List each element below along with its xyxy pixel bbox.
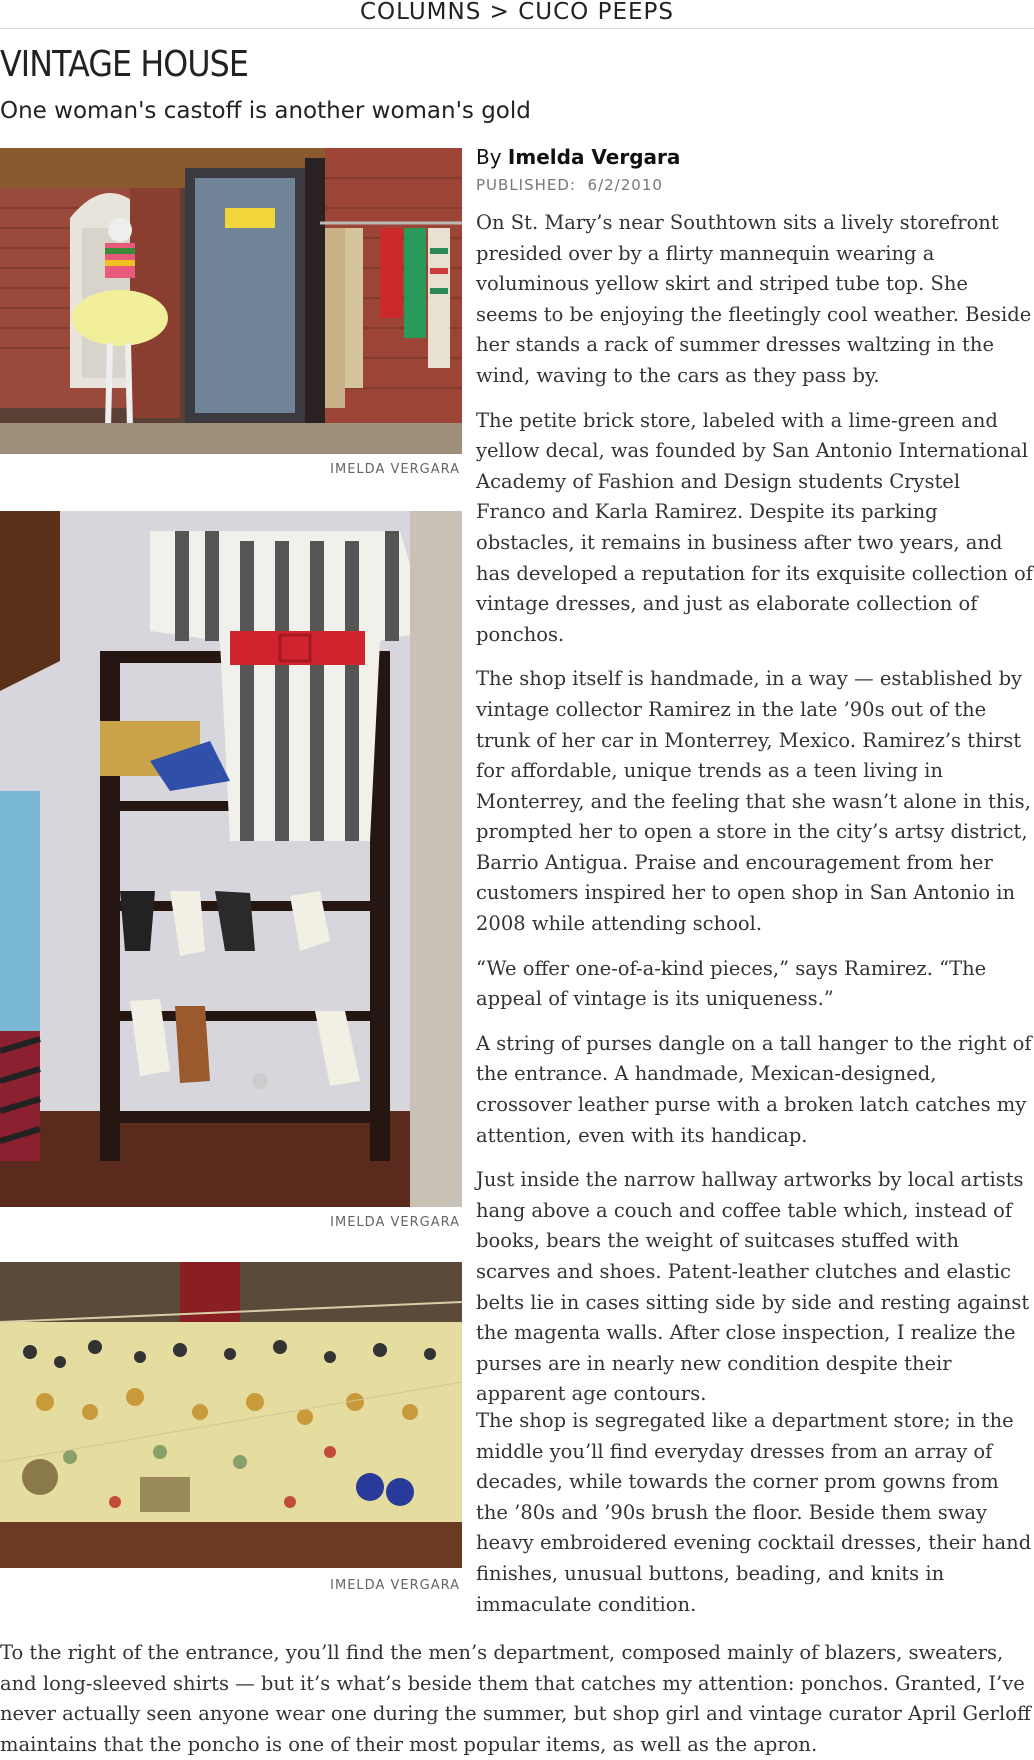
article-title: VINTAGE HOUSE <box>0 44 248 85</box>
author-name[interactable]: Imelda Vergara <box>507 145 681 169</box>
body-paragraph-full-width: To the right of the entrance, you’ll find the men’s department, composed mainly of blazers, sweaters, and long-sleeved shirts — but it’s what’s beside them that catches my attention: ponchos. Granted, I’ve never actually seen anyone wear one during the summer, but shop girl and vintage curator April Gerloff maintains that the poncho is one of their most popular items, as well as the apron. <box>0 1641 1031 1756</box>
body-paragraph: The shop itself is handmade, in a way — established by vintage collector Ramirez in the late ’90s out of the trunk of her car in Monterrey, Mexico. Ramirez’s thirst for affordable, unique trends as a teen living in Monterrey, and the feeling that she wasn’t alone in this, prompted her to open a store in the city’s artsy district, Barrio Antigua. Praise and encouragement from her customers inspired her to open shop in San Antonio in 2008 while attending school. <box>476 667 1031 936</box>
body-paragraph: The petite brick store, labeled with a lime-green and yellow decal, was founded by San Antonio International Academy of Fashion and Design students Crystel Franco and Karla Ramirez. Despite its parking obstacles, it remains in business after two years, and has developed a reputation for its exquisite collection of vintage dresses, and just as elaborate collection of ponchos. <box>476 408 1033 646</box>
body-paragraph: “We offer one-of-a-kind pieces,” says Ramirez. “The appeal of vintage is its uniqueness.” <box>476 956 987 1011</box>
published-label: PUBLISHED: <box>476 176 576 194</box>
dress-display-photo[interactable] <box>0 511 462 1207</box>
published-date <box>476 176 663 194</box>
published-value: 6/2/2010 <box>587 176 663 194</box>
photo-credit: IMELDA VERGARA <box>330 1578 460 1593</box>
byline-prefix: By <box>476 145 508 169</box>
photo-credit: IMELDA VERGARA <box>330 462 460 477</box>
jewelry-case-photo[interactable] <box>0 1262 462 1568</box>
breadcrumb[interactable]: COLUMNS > CUCO PEEPS <box>0 0 1034 29</box>
article-body <box>476 208 1034 1424</box>
article-body-continued <box>476 1406 1034 1634</box>
byline <box>476 145 680 169</box>
body-paragraph: The shop is segregated like a department store; in the middle you’ll find everyday dresses from an array of decades, while towards the corner prom gowns from the ’80s and ’90s brush the floor. Beside them sway heavy embroidered evening cocktail dresses, their hand finishes, unusual buttons, beading, and knits in immaculate condition. <box>476 1409 1032 1616</box>
jewelry-case-image <box>0 1262 462 1568</box>
storefront-image <box>0 148 462 454</box>
dress-display-image <box>0 511 462 1207</box>
article-subtitle: One woman's castoff is another woman's gold <box>0 98 531 124</box>
body-paragraph: On St. Mary’s near Southtown sits a lively storefront presided over by a flirty mannequin wearing a voluminous yellow skirt and striped tube top. She seems to be enjoying the fleetingly cool weather. Beside her stands a rack of summer dresses waltzing in the wind, waving to the cars as they pass by. <box>476 211 1032 387</box>
photo-credit: IMELDA VERGARA <box>330 1215 460 1230</box>
body-paragraph: A string of purses dangle on a tall hanger to the right of the entrance. A handmade, Mexican-designed, crossover leather purse with a broken latch catches my attention, even with its handicap. <box>476 1031 1032 1147</box>
storefront-photo[interactable] <box>0 148 462 454</box>
body-paragraph: Just inside the narrow hallway artworks by local artists hang above a couch and coffee table which, instead of books, bears the weight of suitcases stuffed with scarves and shoes. Patent-leather clutches and elastic belts lie in cases sitting side by side and resting against the magenta walls. After close inspection, I realize the purses are in nearly new condition despite their apparent age contours. <box>476 1168 1030 1406</box>
